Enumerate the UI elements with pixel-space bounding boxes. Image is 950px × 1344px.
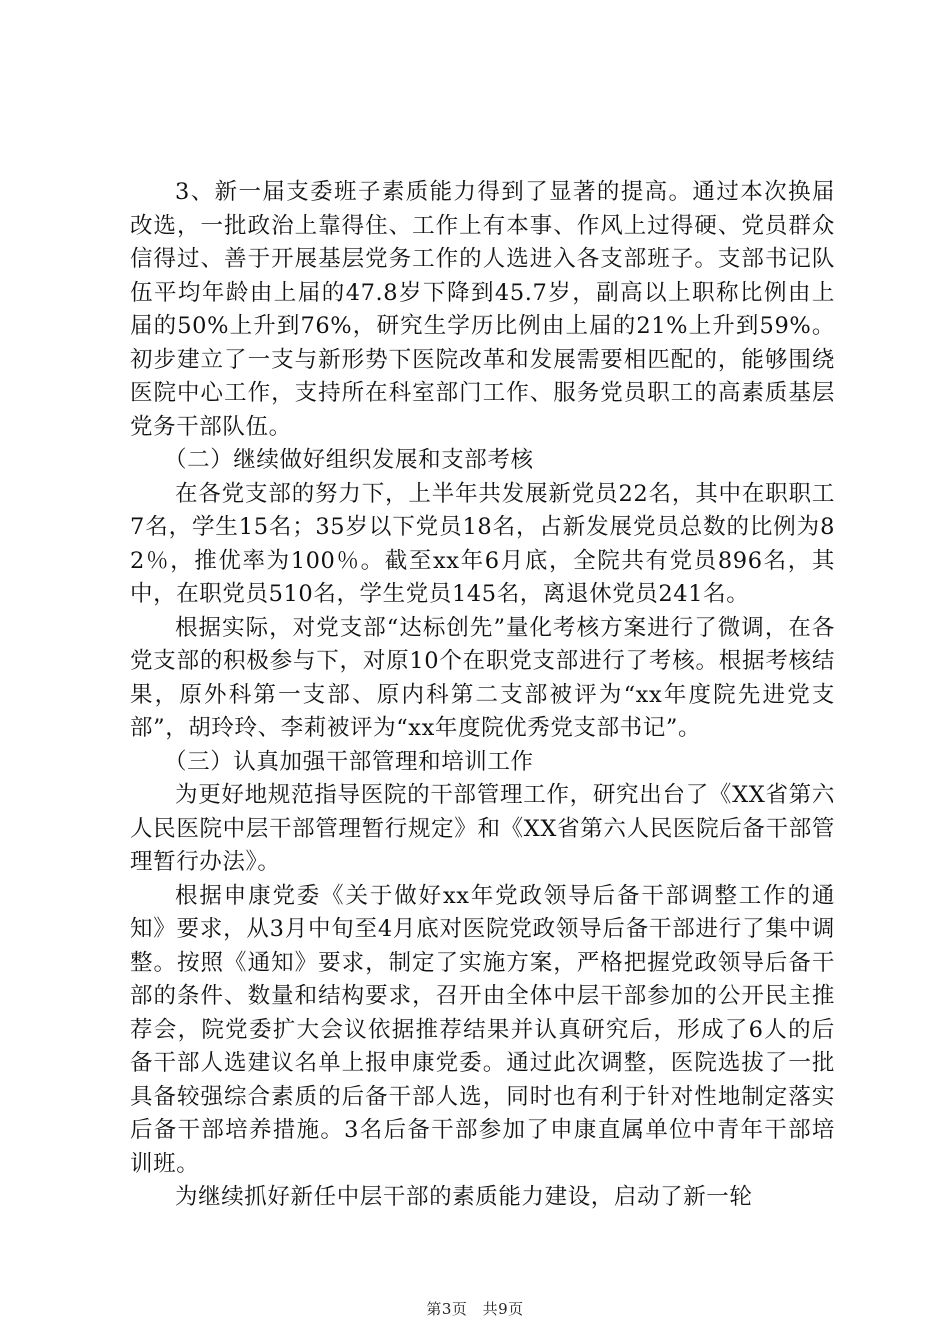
page-footer (0, 1298, 950, 1319)
paragraph-board-quality: 3、新一届支委班子素质能力得到了显著的提高。通过本次换届改选，一批政治上靠得住、工作上有本事、作风上过得硬、党员群众信得过、善于开展基层党务工作的人选进入各支部班子。支部书记队伍平均年龄由上届的47.8岁下降到45.7岁，副高以上职称比例由上届的50%上升到76%，研究生学历比例由上届的21%上升到59%。初步建立了一支与新形势下医院改革和发展需要相匹配的，能够围绕医院中心工作，支持所在科室部门工作、服务党员职工的高素质基层党务干部队伍。 (130, 179, 835, 440)
paragraph-reserve-cadres: 根据申康党委《关于做好xx年党政领导后备干部调整工作的通知》要求，从3月中旬至4月底对医院党政领导后备干部进行了集中调整。按照《通知》要求，制定了实施方案，严格把握党政领导后备干部的条件、数量和结构要求，召开由全体中层干部参加的公开民主推荐会，院党委扩大会议依据推荐结果并认真研究后，形成了6人的后备干部人选建议名单上报申康党委。通过此次调整，医院选拔了一批具备较强综合素质的后备干部人选，同时也有利于针对性地制定落实后备干部培养措施。3名后备干部参加了申康直属单位中青年干部培训班。 (130, 882, 835, 1177)
document-body (130, 176, 835, 1215)
page-total: 共9页 (482, 1300, 524, 1318)
section-heading-organization: （二）继续做好组织发展和支部考核 (164, 447, 534, 473)
section-heading-cadre-management: （三）认真加强干部管理和培训工作 (164, 748, 534, 775)
paragraph-new-members: 在各党支部的努力下，上半年共发展新党员22名，其中在职职工7名，学生15名；35岁以下党员18名，占新发展党员总数的比例为82％，推优率为100％。截至xx年6月底，全院共有党员896名，其中，在职党员510名，学生党员145名，离退休党员241名。 (130, 480, 835, 607)
paragraph-regulations: 为更好地规范指导医院的干部管理工作，研究出台了《XX省第六人民医院中层干部管理暂行规定》和《XX省第六人民医院后备干部管理暂行办法》。 (130, 782, 835, 875)
page-number: 第3页 (426, 1300, 468, 1318)
paragraph-branch-assessment: 根据实际，对党支部“达标创先”量化考核方案进行了微调，在各党支部的积极参与下，对原10个在职党支部进行了考核。根据考核结果，原外科第一支部、原内科第二支部被评为“xx年度院先进党支部”，胡玲玲、李莉被评为“xx年度院优秀党支部书记”。 (130, 614, 835, 741)
paragraph-continuation: 为继续抓好新任中层干部的素质能力建设，启动了新一轮 (175, 1184, 753, 1210)
